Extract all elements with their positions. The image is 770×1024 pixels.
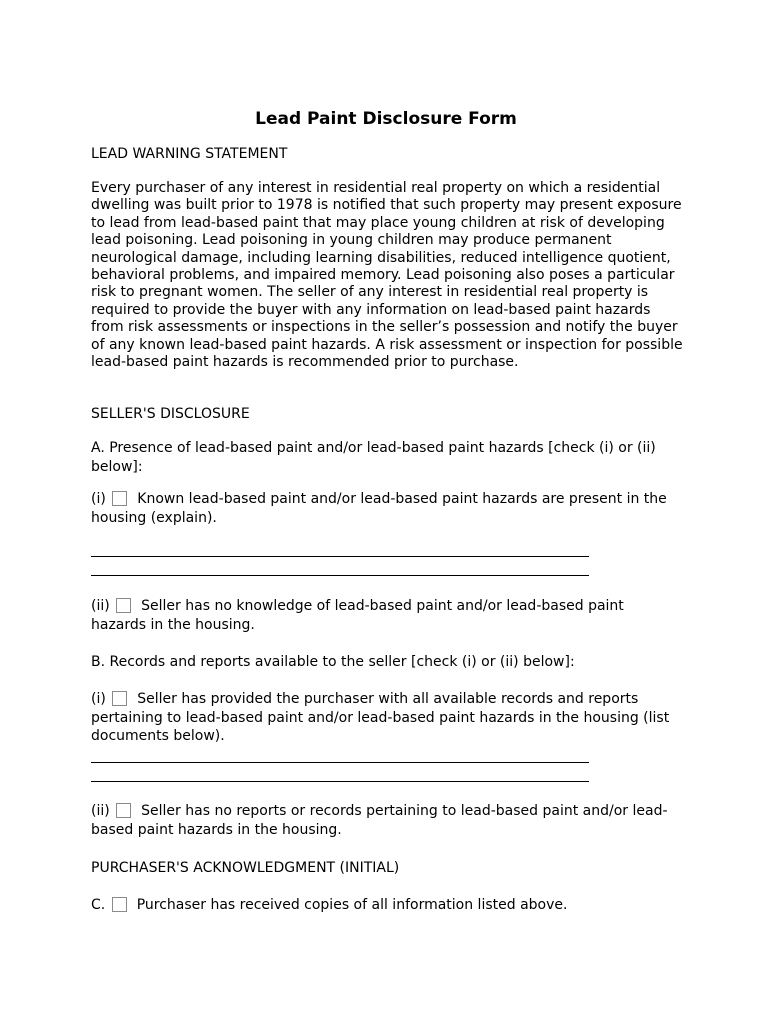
page-title: Lead Paint Disclosure Form xyxy=(255,109,517,129)
section-b-option-i xyxy=(91,690,683,746)
section-a-explain-line-1[interactable] xyxy=(91,556,589,557)
section-b-documents-line-2[interactable] xyxy=(91,781,589,782)
option-marker: (i) xyxy=(91,691,106,707)
option-marker: (i) xyxy=(91,491,106,507)
option-text: Seller has no knowledge of lead-based paint and/or lead-based paint hazards in the housing. xyxy=(91,598,624,633)
section-a-option-ii xyxy=(91,597,683,634)
lead-warning-statement: Every purchaser of any interest in residential real property on which a residential dwelling was built prior to 1978 is notified that such property may present exposure to lead from lead-based paint that may place young children at risk of developing lead poisoning. Lead poisoning in young children may produce permanent neurological damage, including learning disabilities, reduced intelligence quotient, behavioral problems, and impaired memory. Lead poisoning also poses a particular risk to pregnant women. The seller of any interest in residential real property is required to provide the buyer with any information on lead-based paint hazards from risk assessments or inspections in the seller’s possession and notify the buyer of any known lead-based paint hazards. A risk assessment or inspection for possible lead-based paint hazards is recommended prior to purchase. xyxy=(91,180,683,371)
option-marker: C. xyxy=(91,897,106,913)
section-b-option-i-checkbox[interactable] xyxy=(112,691,127,706)
option-marker: (ii) xyxy=(91,598,110,614)
section-a-explain-line-2[interactable] xyxy=(91,575,589,576)
option-text: Seller has no reports or records pertaining to lead-based paint and/or lead-based paint hazards in the housing. xyxy=(91,803,668,838)
section-a-option-i-checkbox[interactable] xyxy=(112,491,127,506)
option-text: Seller has provided the purchaser with all available records and reports pertaining to lead-based paint and/or lead-based paint hazards in the housing (list documents below). xyxy=(91,691,670,745)
purchasers-acknowledgment-heading: PURCHASER'S ACKNOWLEDGMENT (INITIAL) xyxy=(91,860,400,876)
section-b-option-ii xyxy=(91,802,683,839)
sellers-disclosure-heading: SELLER'S DISCLOSURE xyxy=(91,406,250,422)
section-a-label: A. Presence of lead-based paint and/or lead-based paint hazards [check (i) or (ii) below]: xyxy=(91,440,656,475)
section-c-checkbox[interactable] xyxy=(112,897,127,912)
section-b-label: B. Records and reports available to the seller [check (i) or (ii) below]: xyxy=(91,654,575,670)
option-text: Purchaser has received copies of all information listed above. xyxy=(136,897,568,913)
lead-warning-heading: LEAD WARNING STATEMENT xyxy=(91,146,288,162)
section-a-option-i xyxy=(91,490,683,527)
option-marker: (ii) xyxy=(91,803,110,819)
section-c-row xyxy=(91,896,683,915)
section-a-option-ii-checkbox[interactable] xyxy=(116,598,131,613)
section-b-option-ii-checkbox[interactable] xyxy=(116,803,131,818)
option-text: Known lead-based paint and/or lead-based paint hazards are present in the housing (explain). xyxy=(91,491,667,526)
section-b-documents-line-1[interactable] xyxy=(91,762,589,763)
